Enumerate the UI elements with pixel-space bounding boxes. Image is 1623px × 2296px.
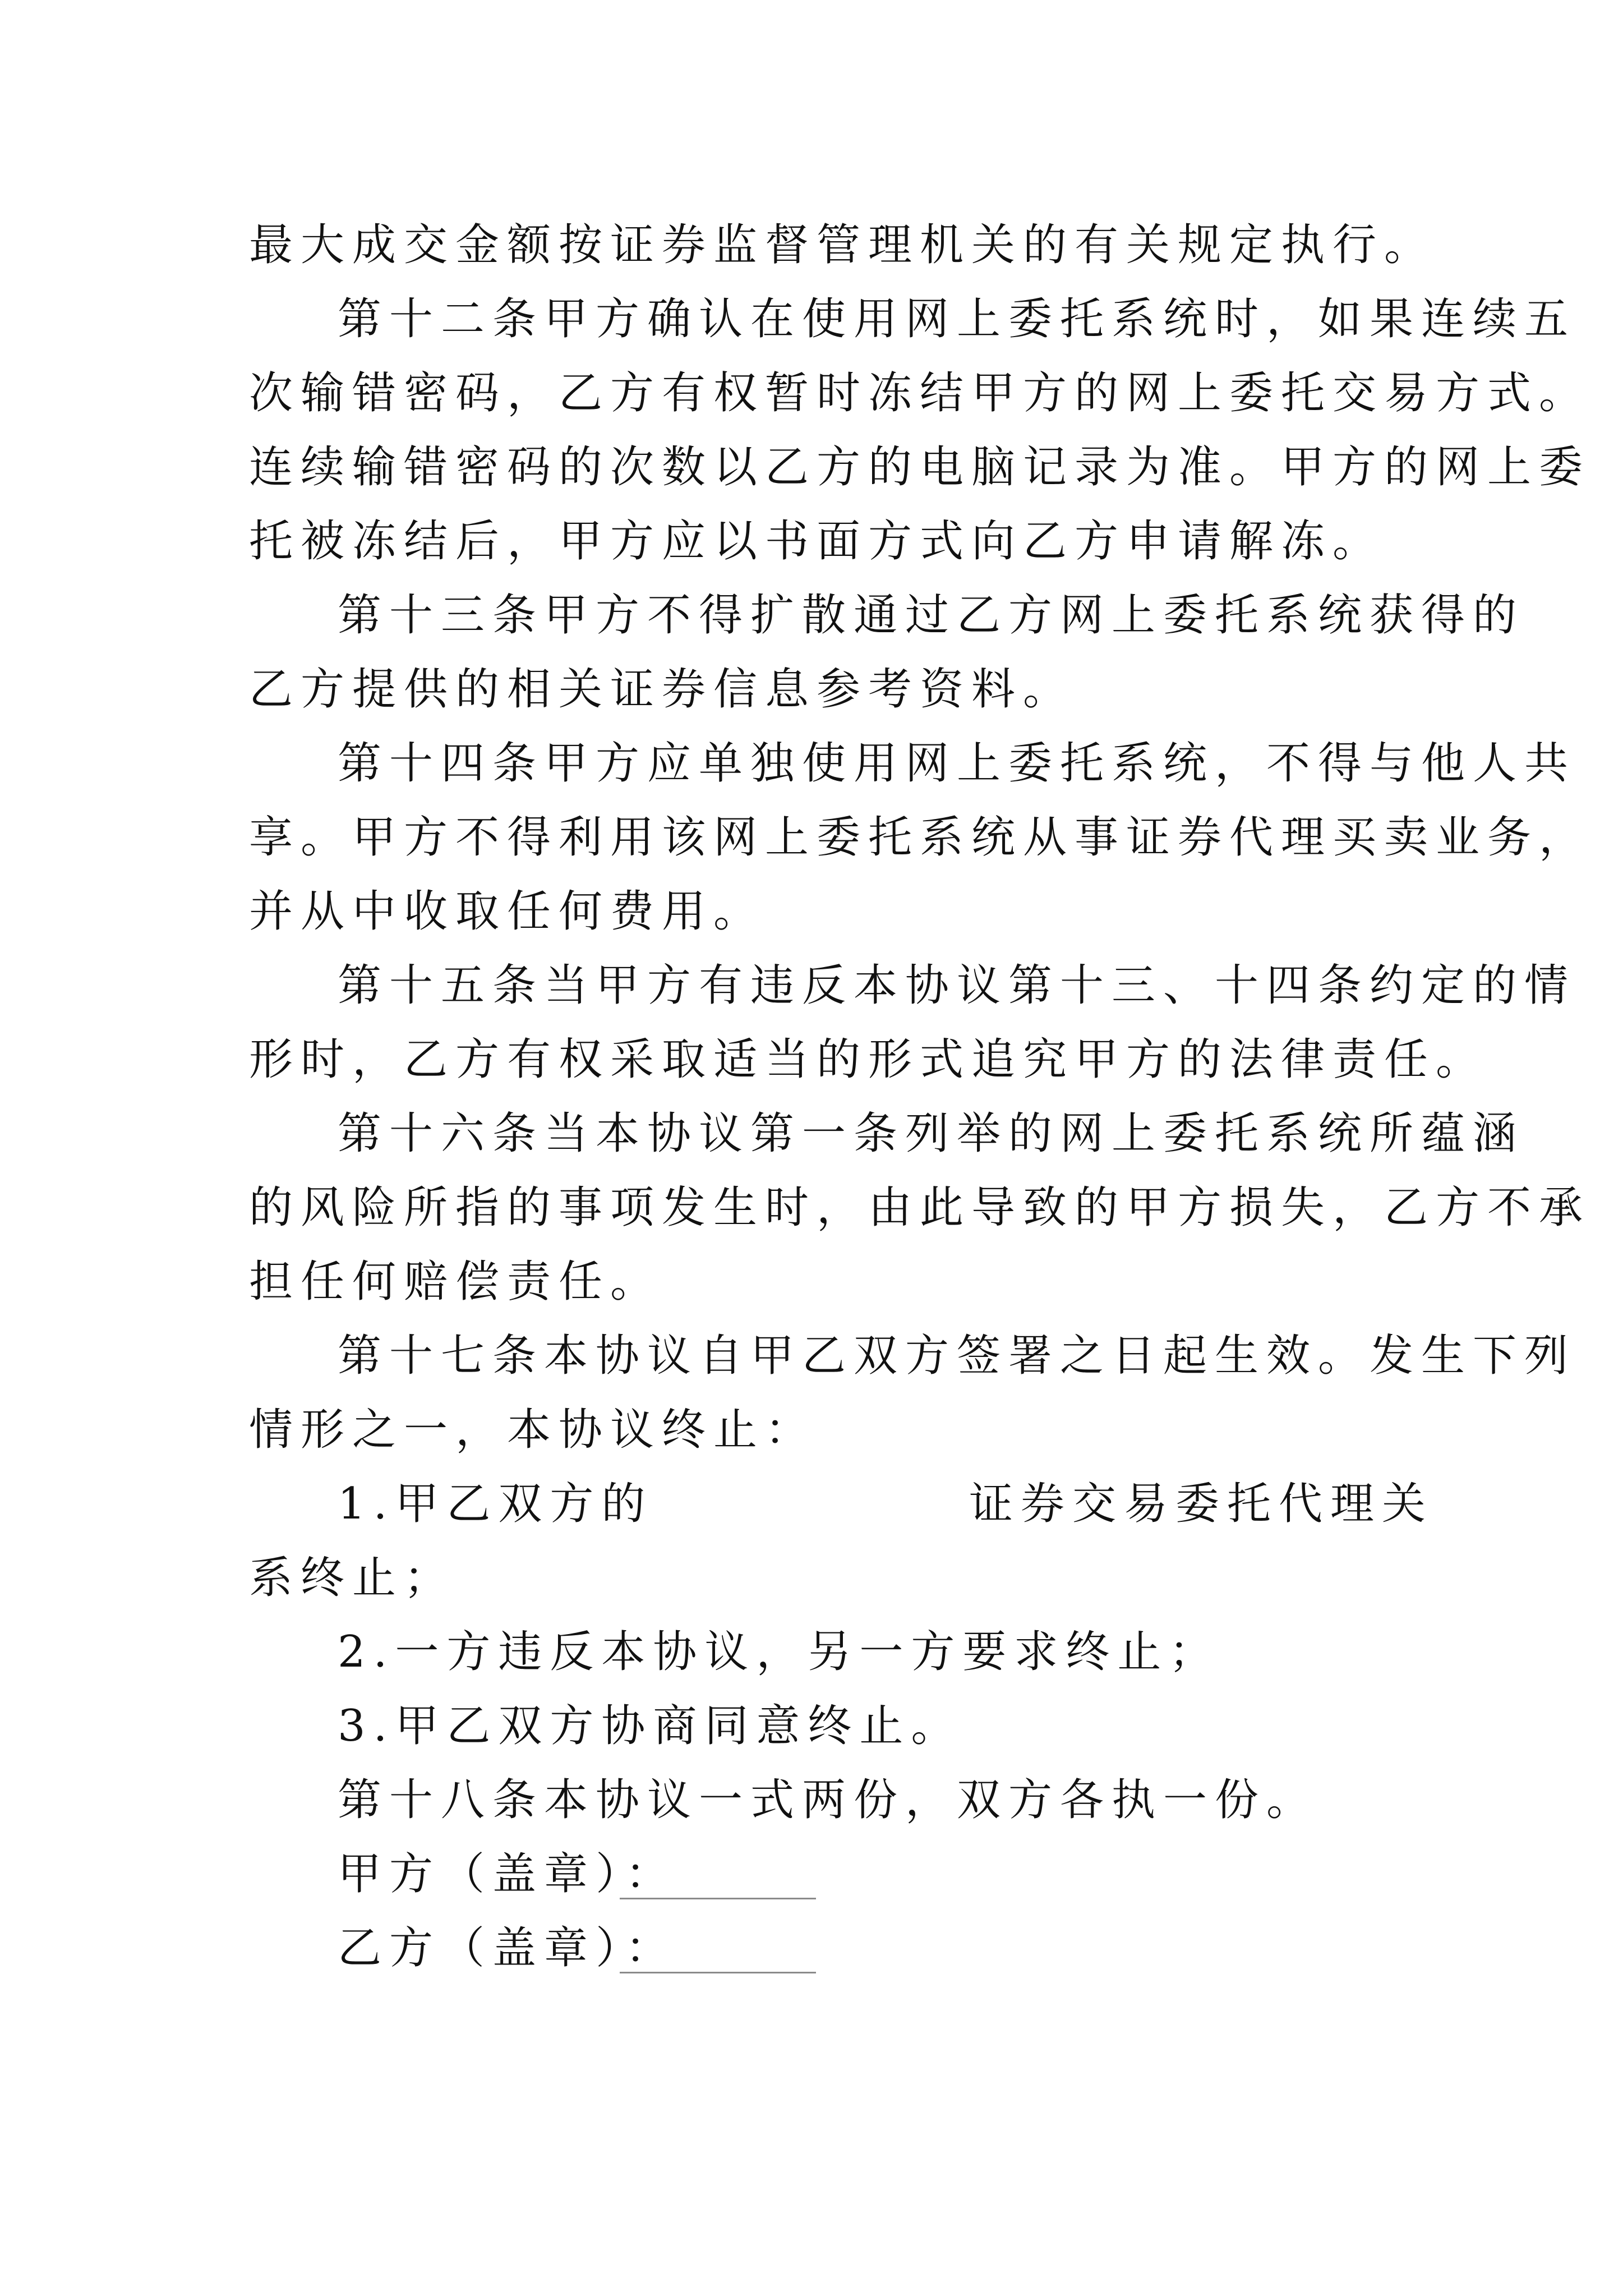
paragraph-line: 情形之一，本协议终止： bbox=[249, 1405, 817, 1455]
paragraph-line: 连续输错密码的次数以乙方的电脑记录为准。甲方的网上委 bbox=[249, 442, 1591, 493]
paragraph-line: 第十七条本协议自甲乙双方签署之日起生效。发生下列 bbox=[338, 1331, 1576, 1381]
party-b-signature-label: 乙方（盖章）： bbox=[338, 1923, 677, 1973]
list-item-text: 证券交易委托代理关 bbox=[969, 1479, 1434, 1529]
paragraph-line: 次输错密码，乙方有权暂时冻结甲方的网上委托交易方式。 bbox=[249, 368, 1591, 418]
paragraph-line: 乙方提供的相关证券信息参考资料。 bbox=[249, 664, 1075, 715]
list-item-text: 系终止； bbox=[249, 1553, 456, 1603]
paragraph-line: 担任何赔偿责任。 bbox=[249, 1257, 662, 1307]
paragraph-line: 的风险所指的事项发生时，由此导致的甲方损失，乙方不承 bbox=[249, 1182, 1591, 1233]
paragraph-line: 托被冻结后，甲方应以书面方式向乙方申请解冻。 bbox=[249, 516, 1385, 567]
paragraph-line: 第十二条甲方确认在使用网上委托系统时，如果连续五 bbox=[338, 294, 1576, 344]
party-b-signature-line bbox=[620, 1972, 816, 1973]
paragraph-line: 第十八条本协议一式两份，双方各执一份。 bbox=[338, 1775, 1318, 1825]
paragraph-line: 第十六条当本协议第一条列举的网上委托系统所蕴涵 bbox=[338, 1108, 1525, 1159]
paragraph-line: 形时，乙方有权采取适当的形式追究甲方的法律责任。 bbox=[249, 1034, 1488, 1085]
paragraph-line: 并从中收取任何费用。 bbox=[249, 886, 766, 937]
list-item-text: 3.甲乙双方协商同意终止。 bbox=[338, 1701, 963, 1751]
list-item-text: 2.一方违反本协议，另一方要求终止； bbox=[338, 1627, 1221, 1677]
paragraph-line: 最大成交金额按证券监督管理机关的有关规定执行。 bbox=[249, 220, 1436, 270]
party-a-signature-line bbox=[620, 1898, 816, 1899]
paragraph-line: 第十三条甲方不得扩散通过乙方网上委托系统获得的 bbox=[338, 590, 1525, 641]
paragraph-line: 第十五条当甲方有违反本协议第十三、十四条约定的情 bbox=[338, 960, 1576, 1011]
list-item-text: 1.甲乙双方的 bbox=[338, 1479, 653, 1529]
paragraph-line: 第十四条甲方应单独使用网上委托系统，不得与他人共 bbox=[338, 738, 1576, 789]
party-a-signature-label: 甲方（盖章）： bbox=[338, 1849, 677, 1899]
paragraph-line: 享。甲方不得利用该网上委托系统从事证券代理买卖业务， bbox=[249, 812, 1591, 863]
